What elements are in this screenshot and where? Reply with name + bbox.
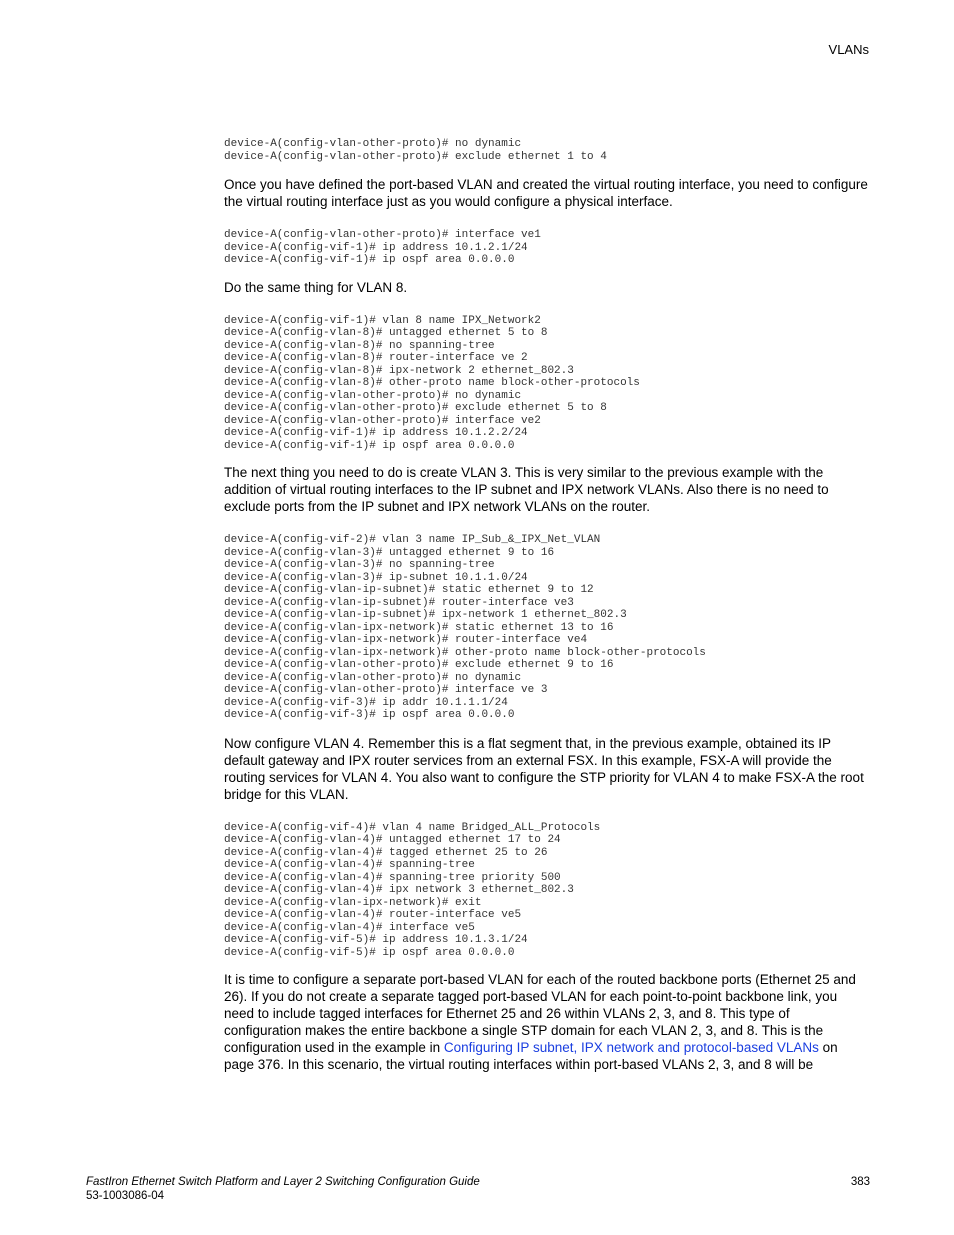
code-block-4: device-A(config-vif-2)# vlan 3 name IP_Sub_&_IPX_Net_VLAN device-A(config-vlan-3)# untagged ethernet 9 to 16 device-A(config-vlan-3)# no spanning-tree device-A(config-vlan-3)# ip-subnet 10.1.1.0/24 device-A(config-vlan-ip-subnet)# static ethernet 9 to 12 device-A(config-vlan-ip-subnet)# router-interface ve3 device-A(config-vlan-ip-subnet)# ipx-network 1 ethernet_802.3 device-A(config-vlan-ipx-network)# static ethernet 13 to 16 device-A(config-vlan-ipx-network)# router-interface ve4 device-A(config-vlan-ipx-network)# other-proto name block-other-protocols device-A(config-vlan-other-proto)# exclude ethernet 9 to 16 device-A(config-vlan-other-proto)# no dynamic device-A(config-vlan-other-proto)# interface ve 3 device-A(config-vif-3)# ip addr 10.1.1.1/24 device-A(config-vif-3)# ip ospf area 0.0.0.0	[224, 534, 706, 721]
page-content	[224, 138, 869, 1073]
paragraph-5	[224, 971, 869, 1073]
cross-reference-link[interactable]: Configuring IP subnet, IPX network and protocol-based VLANs	[443, 1040, 819, 1055]
code-block-2: device-A(config-vlan-other-proto)# interface ve1 device-A(config-vif-1)# ip address 10.1.2.1/24 device-A(config-vif-1)# ip ospf area 0.0.0.0	[224, 229, 541, 266]
page-footer	[86, 1175, 870, 1203]
paragraph-3: The next thing you need to do is create VLAN 3. This is very similar to the previous example with the addition of virtual routing interfaces to the IP subnet and IPX network VLANs. Also there is no need to exclude ports from the IP subnet and IPX network VLANs on the router.	[224, 465, 829, 514]
section-header: VLANs	[828, 42, 869, 57]
code-block-1: device-A(config-vlan-other-proto)# no dynamic device-A(config-vlan-other-proto)# exclude ethernet 1 to 4	[224, 138, 607, 163]
paragraph-4: Now configure VLAN 4. Remember this is a flat segment that, in the previous example, obtained its IP default gateway and IPX router services from an external FSX. In this example, FSX-A will provide the routing services for VLAN 4. You also want to configure the STP priority for VLAN 4 to make FSX-A the root bridge for this VLAN.	[224, 735, 864, 802]
paragraph-5-text-b: on page 376. In this scenario, the virtual routing interfaces within port-based VLANs 2, 3, and 8 will be	[224, 1040, 838, 1072]
footer-page-number: 383	[850, 1176, 870, 1188]
paragraph-5-text-a: It is time to configure a separate port-based VLAN for each of the routed backbone ports (Ethernet 25 and 26). If you do not create a separate tagged port-based VLAN for each point-to-point backbone link, you need to include tagged interfaces for Ethernet 25 and 26 within VLANs 2, 3, and 8. This type of configuration makes the entire backbone a single STP domain for each VLAN 2, 3, and 8. This is the configuration used in the example in	[224, 972, 856, 1055]
footer-doc-number: 53-1003086-04	[86, 1190, 165, 1202]
paragraph-2: Do the same thing for VLAN 8.	[224, 279, 408, 295]
code-block-3: device-A(config-vif-1)# vlan 8 name IPX_Network2 device-A(config-vlan-8)# untagged ethernet 5 to 8 device-A(config-vlan-8)# no spanning-tree device-A(config-vlan-8)# router-interface ve 2 device-A(config-vlan-8)# ipx-network 2 ethernet_802.3 device-A(config-vlan-8)# other-proto name block-other-protocols device-A(config-vlan-other-proto)# no dynamic device-A(config-vlan-other-proto)# exclude ethernet 5 to 8 device-A(config-vlan-other-proto)# interface ve2 device-A(config-vif-1)# ip address 10.1.2.2/24 device-A(config-vif-1)# ip ospf area 0.0.0.0	[224, 314, 640, 452]
footer-doc-title: FastIron Ethernet Switch Platform and Layer 2 Switching Configuration Guide	[86, 1176, 480, 1188]
paragraph-1: Once you have defined the port-based VLAN and created the virtual routing interface, you need to configure the virtual routing interface just as you would configure a physical interface.	[224, 177, 868, 209]
code-block-5: device-A(config-vif-4)# vlan 4 name Bridged_ALL_Protocols device-A(config-vlan-4)# untagged ethernet 17 to 24 device-A(config-vlan-4)# tagged ethernet 25 to 26 device-A(config-vlan-4)# spanning-tree device-A(config-vlan-4)# spanning-tree priority 500 device-A(config-vlan-4)# ipx network 3 ethernet_802.3 device-A(config-vlan-ipx-network)# exit device-A(config-vlan-4)# router-interface ve5 device-A(config-vlan-4)# interface ve5 device-A(config-vif-5)# ip address 10.1.3.1/24 device-A(config-vif-5)# ip ospf area 0.0.0.0	[224, 821, 601, 959]
